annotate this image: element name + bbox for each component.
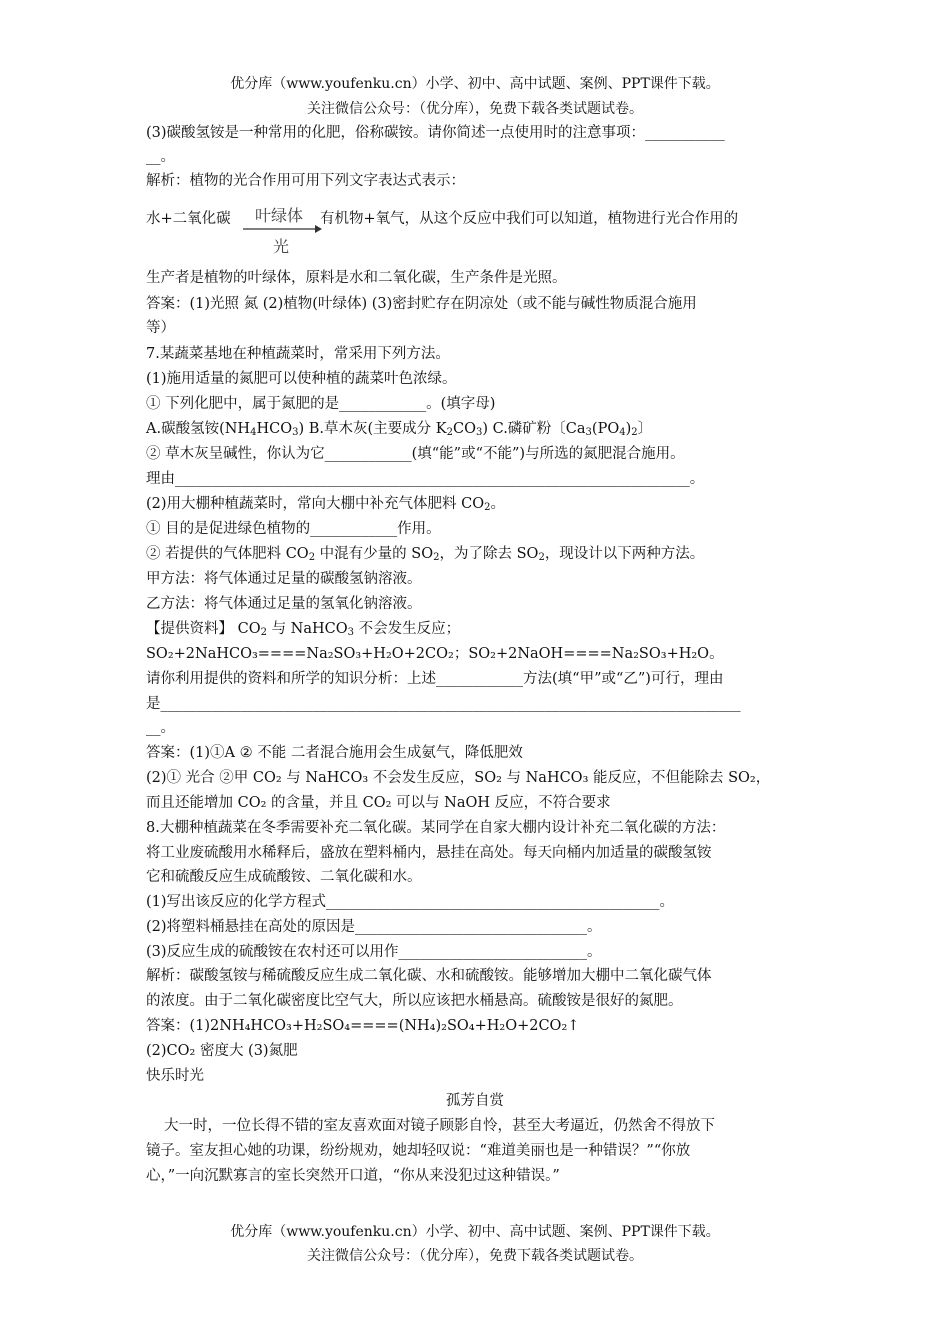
q7-ask-3: __。: [146, 720, 175, 736]
q6-analysis-intro: 解析：植物的光合作用可用下列文字表达式表示：: [146, 173, 465, 189]
q7-stem: 7.某蔬菜基地在种植蔬菜时，常采用下列方法。: [146, 346, 450, 362]
q7-part1: (1)施用适量的氮肥可以使种植的蔬菜叶色浓绿。: [146, 371, 457, 387]
story-para-2: 镜子。室友担心她的功课，纷纷规劝，她却轻叹说：“难道美丽也是一种错误？”“你放: [146, 1143, 691, 1159]
q6-part3-end: __。: [146, 149, 175, 165]
q8-analysis-1: 解析：碳酸氢铵与稀硫酸反应生成二氧化碳、水和硫酸铵。能够增加大棚中二氧化碳气体: [146, 968, 712, 984]
q7-answer-3: 而且还能增加 CO₂ 的含量，并且 CO₂ 可以与 NaOH 反应，不符合要求: [146, 795, 611, 811]
q8-answer-1: 答案：(1)2NH₄HCO₃+H₂SO₄====(NH₄)₂SO₄+H₂O+2CO₂↑: [146, 1018, 580, 1034]
q8-stem-3: 它和硫酸反应生成硫酸铵、二氧化碳和水。: [146, 869, 422, 885]
q7-part1b: ② 草木灰呈碱性，你认为它____________(填“能”或“不能”)与所选的氮肥混合施用。: [146, 446, 685, 462]
q7-info: 【提供资料】 $CO_2$ 与 NaHCO$_3$ 不会发生反应；: [146, 621, 461, 638]
q6-part3: (3)碳酸氢铵是一种常用的化肥，俗称碳铵。请你简述一点使用时的注意事项：___________: [146, 125, 725, 141]
q7-options: A.碳酸氢铵$(NH_4HCO_3)$ B.草木灰(主要成分 $K_2CO_3$) C.磷矿粉〔$Ca_3(PO_4)_2$〕: [146, 421, 653, 438]
q7-method-yi: 乙方法：将气体通过足量的氢氧化钠溶液。: [146, 596, 422, 612]
q8-answer-2: (2)CO₂ 密度大 (3)氮肥: [146, 1043, 298, 1059]
equation-reactants: 水+二氧化碳: [146, 211, 231, 227]
story-para-3: 心，”一向沉默寡言的室长突然开口道，“你从来没犯过这种错误。”: [146, 1168, 560, 1184]
q7-part2a: ① 目的是促进绿色植物的____________作用。: [146, 521, 441, 537]
story-para-1: 大一时，一位长得不错的室友喜欢面对镜子顾影自怜，甚至大考逼近，仍然舍不得放下: [164, 1118, 715, 1134]
story-title: 孤芳自赏: [446, 1093, 504, 1109]
header-line-1: 优分库（www.youfenku.cn）小学、初中、高中试题、案例、PPT课件下载。: [230, 76, 720, 92]
q7-reactions: SO₂+2NaHCO₃====Na₂SO₃+H₂O+2CO₂；SO₂+2NaOH====Na₂SO₃+H₂O。: [146, 646, 724, 662]
q6-analysis-cont: 生产者是植物的叶绿体，原料是水和二氧化碳，生产条件是光照。: [146, 270, 567, 286]
q7-answer-2: (2)① 光合 ②甲 CO₂ 与 NaHCO₃ 不会发生反应，SO₂ 与 NaHCO₃ 能反应，不但能除去 SO₂，: [146, 770, 771, 786]
q7-part1a: ① 下列化肥中，属于氮肥的是____________。(填字母): [146, 396, 496, 412]
photosynthesis-equation: [146, 203, 826, 263]
q8-stem-1: 8.大棚种植蔬菜在冬季需要补充二氧化碳。某同学在自家大棚内设计补充二氧化碳的方法：: [146, 820, 726, 836]
equation-products: 有机物+氧气，从这个反应中我们可以知道，植物进行光合作用的: [320, 211, 739, 227]
q7-answer-1: 答案：(1)①A ② 不能 二者混合施用会生成氨气，降低肥效: [146, 745, 523, 761]
q6-answer-2: 等）: [146, 320, 175, 336]
q7-part2: (2)用大棚种植蔬菜时，常向大棚中补充气体肥料 $CO_2$。: [146, 496, 506, 513]
q8-part2: (2)将塑料桶悬挂在高处的原因是________________________________。: [146, 919, 602, 935]
header-line-2: 关注微信公众号：（优分库），免费下载各类试题试卷。: [307, 101, 643, 117]
footer-line-1: 优分库（www.youfenku.cn）小学、初中、高中试题、案例、PPT课件下载。: [230, 1224, 720, 1240]
q7-method-jia: 甲方法：将气体通过足量的碳酸氢钠溶液。: [146, 571, 422, 587]
q6-answer-1: 答案：(1)光照 氮 (2)植物(叶绿体) (3)密封贮存在阴凉处（或不能与碱性物质混合施用: [146, 296, 697, 312]
arrow-condition-top: 叶绿体: [255, 206, 304, 225]
q7-part2b: ② 若提供的气体肥料 $CO_2$ 中混有少量的 $SO_2$，为了除去 $SO_2$，现设计以下两种方法。: [146, 546, 705, 563]
arrow-condition-bottom: 光: [273, 237, 290, 256]
q8-analysis-2: 的浓度。由于二氧化碳密度比空气大，所以应该把水桶悬高。硫酸铵是很好的氮肥。: [146, 993, 683, 1009]
q7-part1b-reason: 理由_______________________________________________________________________。: [146, 471, 705, 487]
q7-ask: 请你利用提供的资料和所学的知识分析：上述____________方法(填“甲”或“乙”)可行，理由: [146, 671, 724, 687]
q8-part1: (1)写出该反应的化学方程式______________________________________________。: [146, 894, 675, 910]
q8-stem-2: 将工业废硫酸用水稀释后，盛放在塑料桶内，悬挂在高处。每天向桶内加适量的碳酸氢铵: [146, 845, 712, 861]
q8-part3: (3)反应生成的硫酸铵在农村还可以用作__________________________。: [146, 944, 602, 960]
q7-ask-2: 是________________________________________________________________________________: [146, 696, 741, 712]
story-section: 快乐时光: [146, 1068, 204, 1084]
footer-line-2: 关注微信公众号：（优分库），免费下载各类试题试卷。: [307, 1248, 643, 1264]
